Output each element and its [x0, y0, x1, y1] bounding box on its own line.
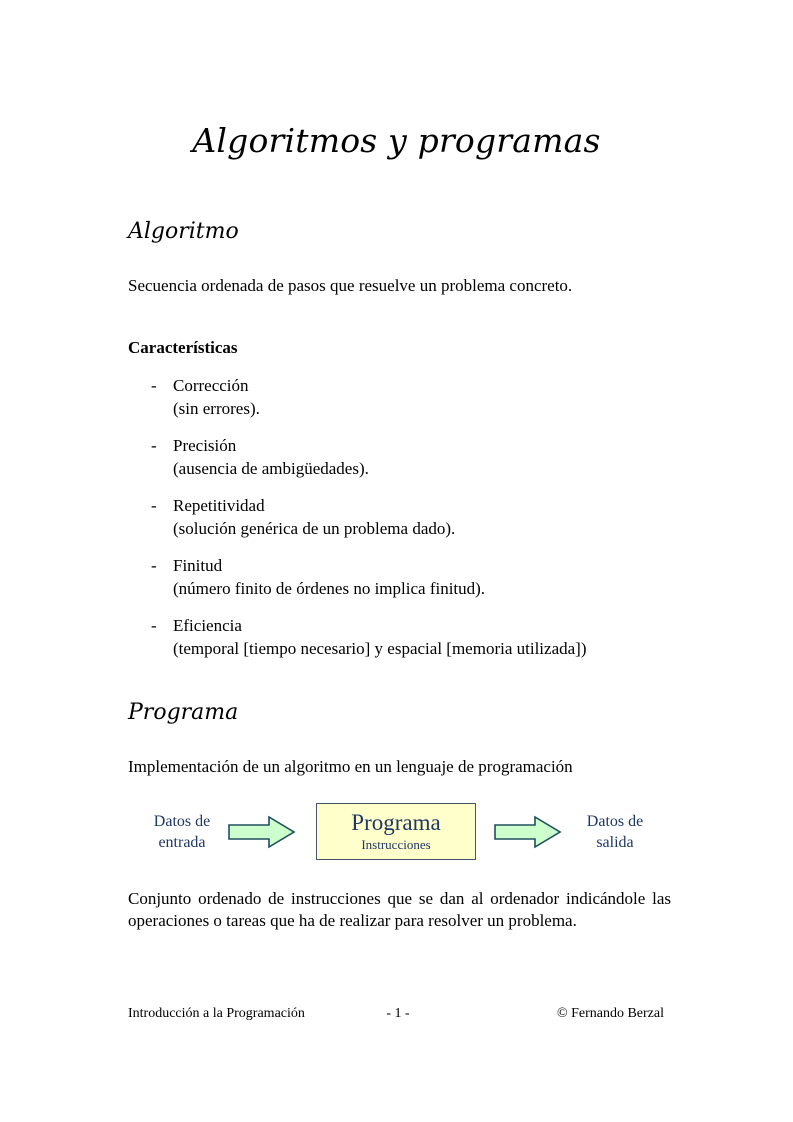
caracteristicas-heading: Características [128, 338, 238, 357]
list-item-title: Eficiencia [173, 616, 242, 635]
bullet-dash-icon: - [151, 616, 157, 635]
arrow-right-icon-input [228, 815, 296, 849]
bullet-dash-icon: - [151, 376, 157, 395]
diagram-input-label-line1: Datos de [153, 813, 211, 830]
list-item-title: Corrección [173, 376, 249, 395]
list-item [151, 374, 696, 420]
footer-copyright: © Fernando Berzal [556, 1006, 664, 1021]
list-item-detail: (número finito de órdenes no implica finitud). [173, 579, 486, 598]
footer-page-number: - 1 - [386, 1006, 410, 1021]
programa-intro-paragraph: Implementación de un algoritmo en un lenguaje de programación [128, 757, 573, 776]
bullet-dash-icon: - [151, 436, 157, 455]
list-item [151, 434, 696, 480]
program-box-title: Programa [351, 810, 441, 835]
page-footer [128, 1004, 668, 1024]
footer-course-name: Introducción a la Programación [128, 1006, 305, 1021]
caracteristicas-list [151, 374, 696, 660]
list-item [151, 494, 696, 540]
arrow-right-icon-output [494, 815, 562, 849]
programa-flow-diagram [128, 800, 673, 868]
algoritmo-intro-paragraph: Secuencia ordenada de pasos que resuelve un problema concreto. [128, 276, 573, 295]
diagram-output-label [565, 811, 665, 853]
list-item-detail: (solución genérica de un problema dado). [173, 519, 456, 538]
list-item-detail: (temporal [tiempo necesario] y espacial [memoria utilizada]) [173, 639, 587, 658]
section-heading-algoritmo: Algoritmo [128, 219, 239, 244]
page-title: Algoritmos y programas [192, 121, 601, 160]
list-item [151, 554, 696, 600]
diagram-input-label [132, 811, 232, 853]
list-item-detail: (ausencia de ambigüedades). [173, 459, 369, 478]
list-item-title: Repetitividad [173, 496, 265, 515]
list-item-title: Precisión [173, 436, 237, 455]
diagram-output-label-line1: Datos de [586, 813, 644, 830]
program-box [316, 803, 476, 860]
bullet-dash-icon: - [151, 496, 157, 515]
list-item-title: Finitud [173, 556, 223, 575]
programa-definition-paragraph: Conjunto ordenado de instrucciones que se dan al ordenador indicándole las operaciones o tareas que ha de realizar para resolver un problema. [128, 889, 671, 930]
program-box-subtitle: Instrucciones [361, 837, 431, 852]
diagram-output-label-line2: salida [596, 834, 634, 851]
section-heading-programa: Programa [128, 700, 239, 725]
diagram-input-label-line2: entrada [158, 834, 206, 851]
list-item-detail: (sin errores). [173, 399, 260, 418]
list-item [151, 614, 696, 660]
bullet-dash-icon: - [151, 556, 157, 575]
